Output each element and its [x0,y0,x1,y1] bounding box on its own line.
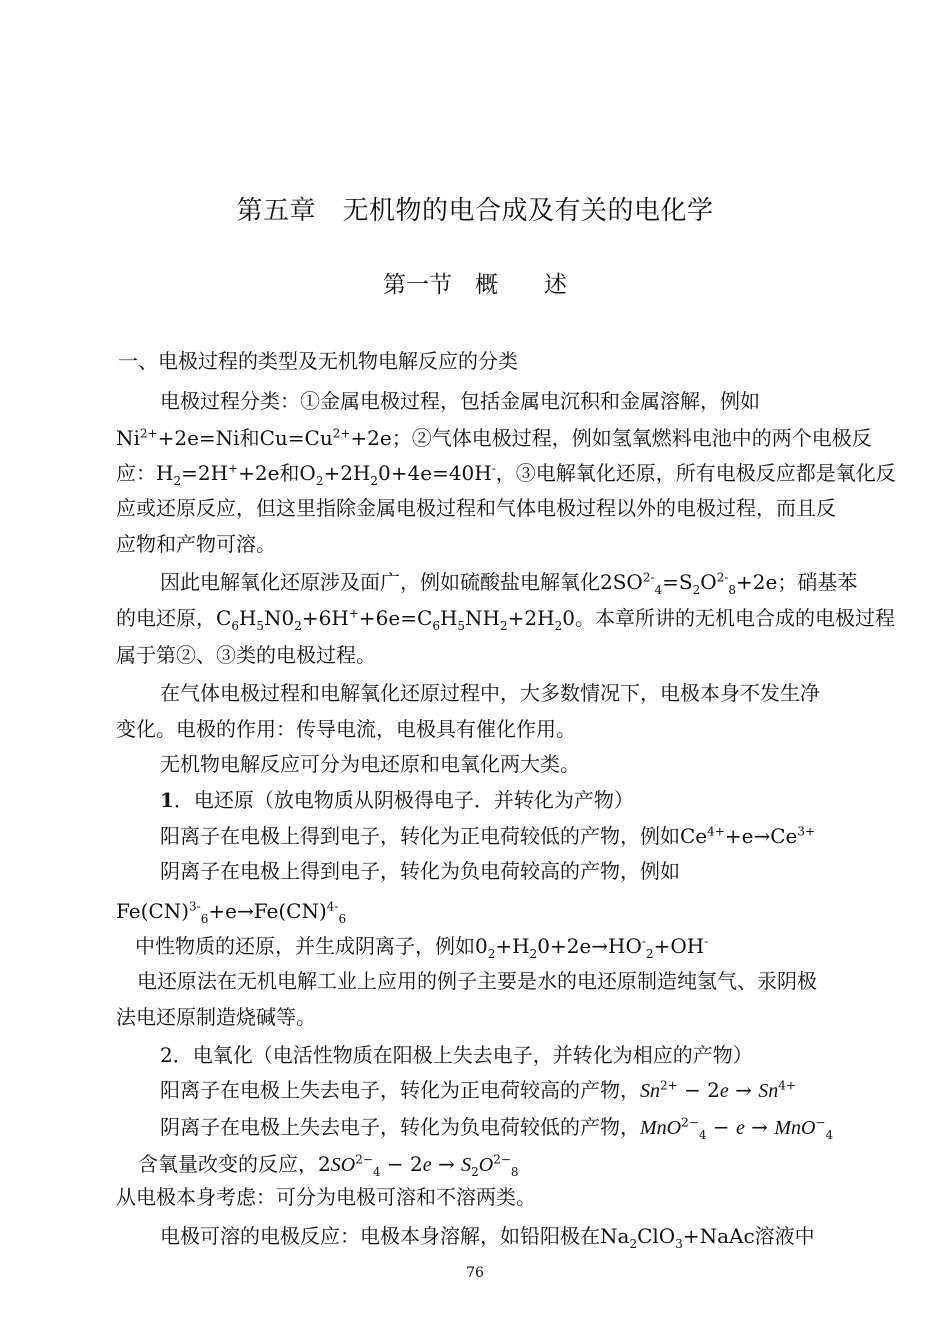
item2-line-3: 含氧量改变的反应，$2SO^{2-}_4 - 2e \to S_2O^{2-}_8$ [138,1152,519,1179]
item1-line-2: 阴离子在电极上得到电子，转化为负电荷较高的产物，例如 [160,859,680,883]
page-number: 76 [466,1265,484,1281]
p1-line-2: $Ni^{2+}+2e=Ni$和$Cu=Cu^{2+}+2e$；②气体电极过程，例如氢氧燃料电池中的两个电极反 [116,426,872,450]
p3-line-2: 变化。电极的作用：传导电流，电极具有催化作用。 [116,717,576,741]
p2-line-1: 因此电解氧化还原涉及面广，例如硫酸盐电解氧化$2SO^{2-}_4=S_2O^{2-}_8+2e$；硝基苯 [160,570,858,597]
p4-line: 无机物电解反应可分为电还原和电氧化两大类。 [160,752,580,776]
item2-line-2: 阴离子在电极上失去电子，转化为负电荷较低的产物，MnO$^{2-}_4$ − e → MnO−$_4$ [160,1115,834,1142]
item1-line-3: Fe(CN)$^{3-}_6$+e→Fe(CN)$^{4-}_6$ [116,899,347,926]
heading-1: 一、电极过程的类型及无机物电解反应的分类 [118,349,518,373]
item1-line-6: 法电还原制造烧碱等。 [116,1005,316,1029]
item2-title: 2．电氧化（电活性物质在阳极上失去电子，并转化为相应的产物） [160,1043,753,1067]
item2-line-4: 从电极本身考虑：可分为电极可溶和不溶两类。 [116,1185,536,1209]
section-title: 第一节 概 述 [383,272,567,298]
p1-line-4: 应或还原反应，但这里指除金属电极过程和气体电极过程以外的电极过程，而且反 [116,496,836,520]
p2-line-2: 的电还原，$C_6H_5N0_2+6H^++6e=C_6H_5NH_2+2H_20$。本章所讲的无机电合成的电极过程 [116,606,895,633]
p3-line-1: 在气体电极过程和电解氧化还原过程中，大多数情况下，电极本身不发生净 [160,681,820,705]
p1-line-1: 电极过程分类：①金属电极过程，包括金属电沉积和金属溶解，例如 [160,389,760,413]
item1-number: 1 [160,788,174,812]
p1-line-5: 应物和产物可溶。 [116,532,276,556]
item1-line-4: 中性物质的还原，并生成阴离子，例如$0_2+H_20+2e\to HO^-_2+OH^-$ [135,934,709,961]
item2-line-1: 阳离子在电极上失去电子，转化为正电荷较高的产物，$Sn^{2+} - 2e \to Sn^{4+}$ [160,1078,796,1102]
item1-line-5: 电还原法在无机电解工业上应用的例子主要是水的电还原制造纯氢气、汞阴极 [137,969,817,993]
item1-title [160,787,634,813]
item1-title-text: ．电还原（放电物质从阴极得电子．并转化为产物） [173,788,634,812]
p2-line-3: 属于第②、③类的电极过程。 [116,643,376,667]
chapter-title: 第五章 无机物的电合成及有关的电化学 [236,196,714,226]
p1-line-3: 应：$H_2=2H^++2e$和$O_2+2H_20+4e=40H^-$，③电解氧化还原，所有电极反应都是氧化反 [116,461,896,488]
item2-line-5: 电极可溶的电极反应：电极本身溶解，如铅阳极在$Na_2ClO_3+NaAc$溶液中 [160,1224,815,1251]
item1-line-1: 阳离子在电极上得到电子，转化为正电荷较低的产物，例如$Ce^{4+}+e\to Ce^{3+}$ [160,824,816,848]
